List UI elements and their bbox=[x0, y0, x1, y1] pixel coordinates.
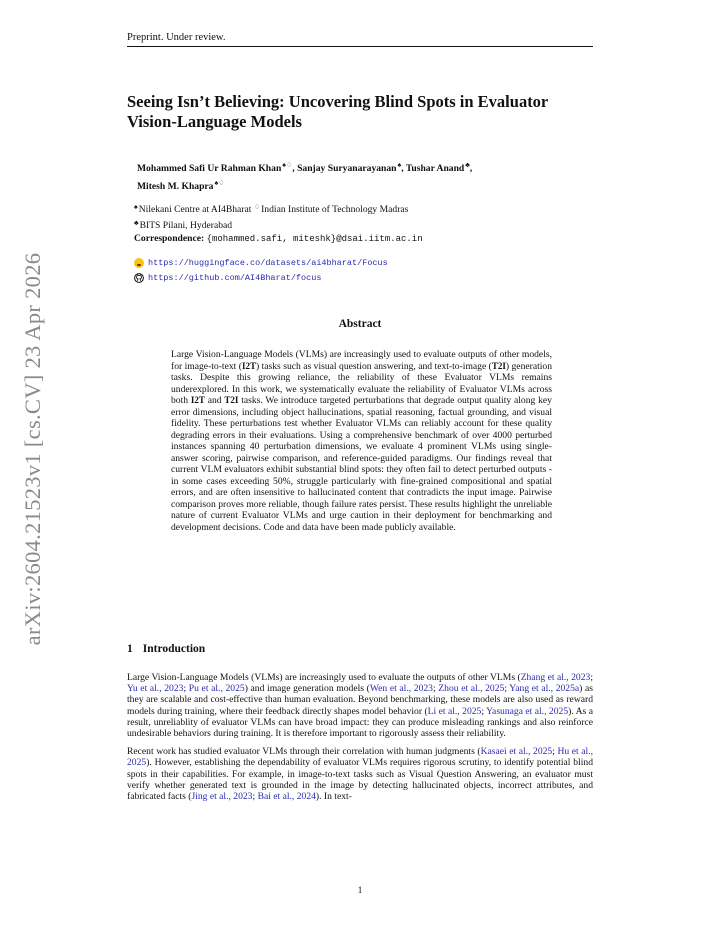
task-tag: I2T bbox=[190, 395, 205, 405]
citation-link[interactable]: Yu et al., 2023 bbox=[127, 683, 184, 695]
dataset-link-row bbox=[134, 256, 534, 271]
resource-links bbox=[134, 256, 534, 285]
affiliation-marks: ♠ bbox=[397, 161, 402, 169]
citation-link[interactable]: Zhang et al., 2023 bbox=[520, 672, 591, 683]
paragraph: Large Vision-Language Models (VLMs) are increasingly used to evaluate the outputs of other VLMs (Zhang et al., 2023; Yu et al., 2023; Pu et al., 2025) and image generation models (Wen et al., 2023; Zhou et al., 2025; Yang et al., 2025a) as they are scalable and cost-effective than human evaluation. Beyond benchmarking, these models are also used as reward models during training, where their feedback directly shapes model behavior (Li et al., 2025; Yasunaga et al., 2025). As a result, unreliablity of evaluator VLMs can have broad impact: they can produce misleading rankings and also reinforce undesirable behaviors during training. It is therefore important to rigorously assess their reliability. bbox=[127, 672, 593, 740]
citation-link[interactable]: Pu et al., 2025 bbox=[188, 683, 245, 695]
code-link-row bbox=[134, 271, 534, 286]
correspondence bbox=[134, 232, 594, 247]
author-name: Mohammed Safi Ur Rahman Khan bbox=[137, 163, 282, 174]
author bbox=[137, 181, 224, 192]
author-name: Mitesh M. Khapra bbox=[137, 181, 214, 192]
huggingface-icon bbox=[134, 258, 144, 268]
task-tag: I2T bbox=[241, 360, 256, 371]
correspondence-label: Correspondence: bbox=[134, 233, 205, 244]
citation-link[interactable]: Zhou et al., 2025 bbox=[438, 683, 505, 695]
dataset-link[interactable]: https://huggingface.co/datasets/ai4bharat/Focus bbox=[148, 258, 388, 268]
affiliation-line: ♣BITS Pilani, Hyderabad bbox=[134, 218, 233, 231]
section-title: Introduction bbox=[142, 643, 206, 655]
page-number: 1 bbox=[357, 885, 363, 896]
paragraph: Recent work has studied evaluator VLMs through their correlation with human judgments (Kasaei et al., 2025; Hu et al., 2025). However, establishing the dependability of evaluator VLMs requires rigorous scrutiny, to identify potential blind spots in their capabilities. For example, in image-to-text tasks such as Visual Question Answering, an evaluator must verify whether generated text is grounded in the image by detecting hallucinated objects, incorrect attributes, and fabricated facts (Jing et al., 2023; Bai et al., 2024). In text- bbox=[127, 746, 593, 803]
paper-title: Seeing Isn’t Believing: Uncovering Blind Spots in Evaluator Vision-Language Models bbox=[127, 92, 548, 131]
introduction-body bbox=[127, 672, 593, 809]
running-header: Preprint. Under review. bbox=[127, 32, 593, 47]
correspondence-email[interactable]: {mohammed.safi, miteshk}@dsai.iitm.ac.in bbox=[206, 234, 423, 244]
author: Mohammed Safi Ur Rahman Khan♠♢, bbox=[137, 161, 298, 174]
arxiv-stamp bbox=[8, 253, 58, 645]
task-tag: T2I bbox=[224, 395, 239, 405]
citation-link[interactable]: Kasaei et al., 2025 bbox=[480, 746, 553, 758]
author-name: Tushar Anand bbox=[405, 163, 465, 174]
code-link[interactable]: https://github.com/AI4Bharat/focus bbox=[148, 272, 322, 283]
section-heading bbox=[127, 643, 205, 655]
affiliation-marks: ♠♢ bbox=[214, 179, 225, 187]
author-name: Sanjay Suryanarayanan bbox=[297, 163, 397, 174]
affiliations bbox=[134, 201, 594, 247]
affiliation-marks: ♣ bbox=[465, 161, 470, 169]
affiliation-line: ♠Nilekani Centre at AI4Bharat ♢Indian Institute of Technology Madras bbox=[134, 203, 409, 215]
affiliation-marks: ♠♢ bbox=[282, 161, 293, 169]
abstract-body: Large Vision-Language Models (VLMs) are increasingly used to evaluate outputs of other models, for image-to-text (I2T) tasks such as visual question answering, and text-to-image (T2I) generation tasks. Despite this growing reliance, the reliability of these Evaluator VLMs remains underexplored. In this work, we systematically evaluate the reliability of Evaluator VLMs across both I2T and T2I tasks. We introduce targeted perturbations that degrade output quality along key error dimensions, including object hallucinations, spatial reasoning, factual grounding, and visual fidelity. These perturbations test whether Evaluator VLMs can reliably account for these quality degrading errors in their evaluations. Using a comprehensive benchmark of over 4000 perturbed instances spanning 40 perturbation dimensions, we evaluate 4 prominent VLMs using single-answer scoring, pairwise comparison, and reference-guided paradigms. Our findings reveal that current VLM evaluators exhibit substantial blind spots: they often fail to detect perturbed outputs - in some cases exceeding 50%, struggle particularly with fine-grained compositional and spatial errors, and are often insensitive to hallucinated content that contradicts the input image. Pairwise comparison proves more reliable, though failure rates persist. These results highlight the unreliable nature of current Evaluator VLMs and urge caution in their deployment for benchmarking and development decisions. Code and data have been made publicly available. bbox=[171, 349, 552, 533]
citation-link[interactable]: Wen et al., 2023 bbox=[369, 683, 433, 695]
task-tag: T2I bbox=[491, 360, 506, 371]
citation-link[interactable]: Li et al., 2025 bbox=[427, 705, 482, 717]
citation-link[interactable]: Hu et al., 2025 bbox=[127, 746, 593, 769]
abstract-heading: Abstract bbox=[338, 318, 382, 330]
author: Tushar Anand♣, bbox=[405, 161, 473, 174]
citation-link[interactable]: Bai et al., 2024 bbox=[257, 791, 316, 803]
citation-link[interactable]: Yasunaga et al., 2025 bbox=[486, 705, 569, 717]
citation-link[interactable]: Yang et al., 2025a bbox=[509, 683, 580, 695]
section-number: 1 bbox=[127, 643, 133, 655]
author: Sanjay Suryanarayanan♠, bbox=[297, 161, 406, 174]
github-icon bbox=[134, 273, 144, 283]
author-list bbox=[137, 158, 597, 194]
arxiv-identifier: arXiv:2604.21523v1 [cs.CV] 23 Apr 2026 bbox=[20, 252, 45, 646]
citation-link[interactable]: Jing et al., 2023 bbox=[191, 791, 253, 803]
